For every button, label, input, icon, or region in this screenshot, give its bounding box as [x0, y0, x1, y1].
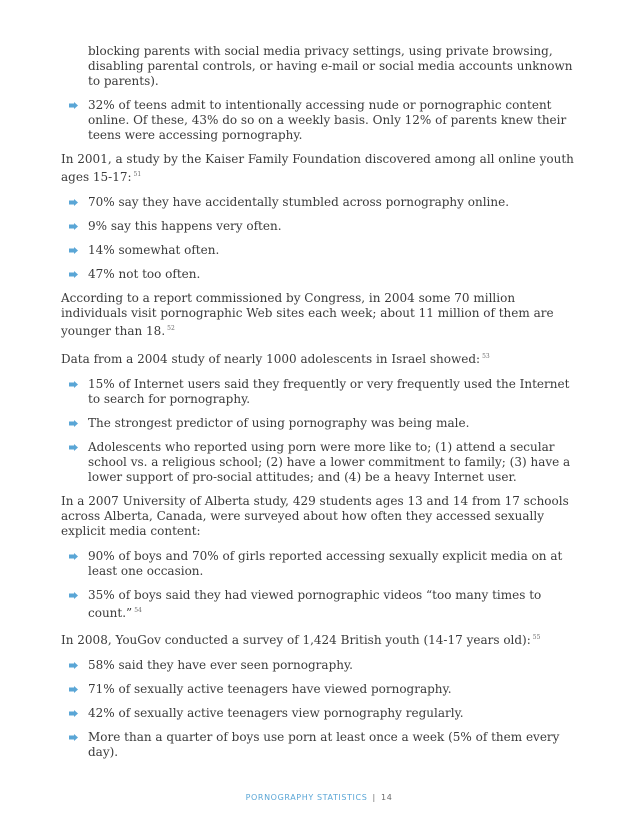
- footnote-ref: 52: [167, 325, 175, 332]
- arrow-bullet-icon: [69, 381, 78, 388]
- arrow-bullet-icon: [69, 199, 78, 206]
- list-item: [61, 243, 581, 258]
- list-item-text: 14% somewhat often.: [88, 243, 220, 257]
- list-item: [61, 706, 581, 721]
- arrow-bullet-icon: [69, 592, 78, 599]
- list-item: [61, 219, 581, 234]
- footnote-ref: 55: [532, 634, 541, 641]
- list-item: [61, 98, 581, 143]
- list-item-text: 90% of boys and 70% of girls reported accessing sexually explicit media on at least one occasion.: [88, 549, 563, 578]
- paragraph-text: In 2001, a study by the Kaiser Family Foundation discovered among all online youth ages 15-17:: [61, 152, 574, 184]
- page-number: 14: [381, 793, 393, 802]
- arrow-bullet-icon: [69, 102, 78, 109]
- list-item: [61, 440, 581, 485]
- list-item-text: 47% not too often.: [88, 267, 201, 281]
- footnote-ref: 54: [134, 607, 142, 614]
- arrow-bullet-icon: [69, 247, 78, 254]
- list-item: [61, 549, 581, 579]
- continued-list-item: [61, 44, 581, 89]
- list-item-text: 15% of Internet users said they frequently or very frequently used the Internet to search for pornography.: [88, 377, 570, 406]
- paragraph-text: Data from a 2004 study of nearly 1000 adolescents in Israel showed:: [61, 352, 481, 366]
- list-item-text: 35% of boys said they had viewed pornographic videos “too many times to count.”: [88, 588, 542, 620]
- page-footer: [0, 793, 638, 802]
- paragraph-text: According to a report commissioned by Congress, in 2004 some 70 million individuals visit pornographic Web sites each week; about 11 million of them are younger than 18.: [61, 291, 554, 338]
- arrow-bullet-icon: [69, 734, 78, 741]
- list-item-text: 70% say they have accidentally stumbled across pornography online.: [88, 195, 510, 209]
- list-item-text: 42% of sexually active teenagers view pornography regularly.: [88, 706, 464, 720]
- paragraph-text: In 2008, YouGov conducted a survey of 1,424 British youth (14-17 years old):: [61, 633, 531, 647]
- footer-label: PORNOGRAPHY STATISTICS: [245, 793, 368, 802]
- footer-separator: |: [372, 793, 376, 802]
- arrow-bullet-icon: [69, 420, 78, 427]
- list-item: [61, 416, 581, 431]
- footnote-ref: 53: [482, 353, 490, 360]
- arrow-bullet-icon: [69, 662, 78, 669]
- list-item-text: 32% of teens admit to intentionally accessing nude or pornographic content online. Of these, 43% do so on a weekly basis. Only 12% of parents knew their teens were accessing pornography.: [88, 98, 567, 142]
- list-item-text: 58% said they have ever seen pornography.: [88, 658, 353, 672]
- arrow-bullet-icon: [69, 271, 78, 278]
- footnote-ref: 51: [133, 171, 142, 178]
- paragraph-alberta: [61, 494, 581, 539]
- list-item: [61, 682, 581, 697]
- paragraph-israel: [61, 349, 581, 367]
- list-item: [61, 267, 581, 282]
- paragraph-yougov: [61, 630, 581, 648]
- list-item-text: 9% say this happens very often.: [88, 219, 282, 233]
- paragraph-congress: [61, 291, 581, 339]
- continued-text: blocking parents with social media privacy settings, using private browsing, disabling parental controls, or having e-mail or social media accounts unknown to parents).: [88, 44, 573, 88]
- list-item-text: Adolescents who reported using porn were more like to; (1) attend a secular school vs. a religious school; (2) have a lower commitment to family; (3) have a lower support of pro-social attitudes; and (4) be a heavy Internet user.: [88, 440, 571, 484]
- paragraph-text: In a 2007 University of Alberta study, 429 students ages 13 and 14 from 17 schools across Alberta, Canada, were surveyed about how often they accessed sexually explicit media content:: [61, 494, 569, 538]
- list-item: [61, 195, 581, 210]
- list-item-text: The strongest predictor of using pornography was being male.: [88, 416, 470, 430]
- list-item-text: More than a quarter of boys use porn at least once a week (5% of them every day).: [88, 730, 560, 759]
- paragraph-kaiser: [61, 152, 581, 185]
- arrow-bullet-icon: [69, 444, 78, 451]
- list-item-text: 71% of sexually active teenagers have viewed pornography.: [88, 682, 452, 696]
- arrow-bullet-icon: [69, 223, 78, 230]
- arrow-bullet-icon: [69, 553, 78, 560]
- list-item: [61, 730, 581, 760]
- arrow-bullet-icon: [69, 710, 78, 717]
- arrow-bullet-icon: [69, 686, 78, 693]
- list-item: [61, 377, 581, 407]
- page-content: [61, 44, 581, 769]
- list-item: [61, 588, 581, 621]
- list-item: [61, 658, 581, 673]
